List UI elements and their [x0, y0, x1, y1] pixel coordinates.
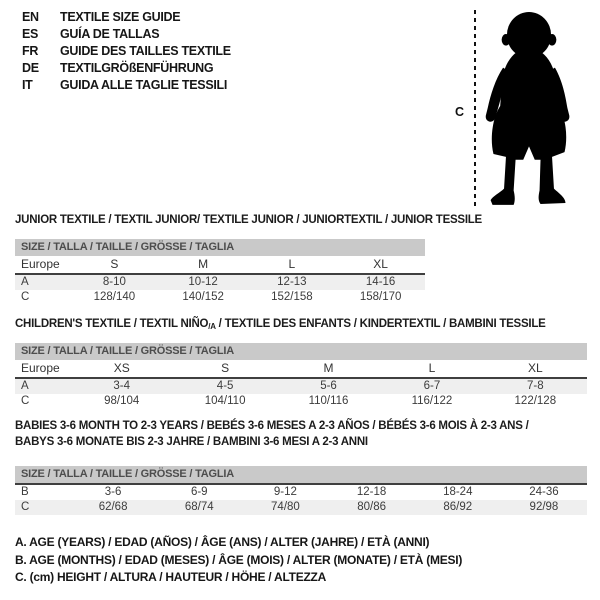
table-cell: 74/80	[271, 501, 300, 513]
title-subscript: /A	[208, 322, 216, 331]
measurement-legend	[15, 534, 462, 587]
column-header-region: Europe	[21, 361, 60, 375]
size-header-bar: SIZE / TALLA / TAILLE / GRÖSSE / TAGLIA	[15, 343, 587, 360]
lang-label: TEXTILE SIZE GUIDE	[60, 10, 181, 24]
lang-label: GUIDA ALLE TAGLIE TESSILI	[60, 78, 228, 92]
table-cell: 62/68	[98, 501, 128, 513]
table-cell: 3-4	[113, 380, 131, 392]
table-cell: 158/170	[359, 291, 402, 303]
table-cell: 6-7	[423, 380, 441, 392]
column-header-size: XL	[373, 257, 388, 271]
table-cell: 6-9	[190, 486, 208, 498]
height-measure-label: C	[455, 105, 465, 119]
row-label: C	[21, 291, 30, 303]
row-label: C	[21, 395, 30, 407]
column-header-region: Europe	[21, 257, 60, 271]
column-header-size: S	[221, 361, 230, 375]
table-cell: 10-12	[188, 276, 218, 288]
babies-title-line2: BABYS 3-6 MONATE BIS 2-3 JAHRE / BAMBINI 3-6 MESI A 2-3 ANNI	[15, 436, 368, 448]
table-cell: 80/86	[357, 501, 386, 513]
row-label: A	[21, 380, 29, 392]
table-cell: 4-5	[216, 380, 234, 392]
children-section-title	[15, 316, 546, 335]
column-header-size: M	[323, 361, 334, 375]
lang-code: IT	[22, 78, 33, 92]
table-cell: 110/116	[308, 395, 349, 407]
column-header-row	[15, 256, 425, 273]
table-cell: 92/98	[529, 501, 559, 513]
table-row-age-years	[15, 275, 425, 290]
table-cell: 14-16	[365, 276, 396, 288]
table-cell: 3-6	[104, 486, 122, 498]
lang-label: TEXTILGRÖßENFÜHRUNG	[60, 61, 214, 75]
lang-code: ES	[22, 27, 39, 41]
height-measure-dotted-line	[474, 10, 476, 208]
row-label: C	[21, 501, 30, 513]
lang-code: FR	[22, 44, 39, 58]
lang-label: GUIDE DES TAILLES TEXTILE	[60, 44, 231, 58]
column-header-size: L	[288, 257, 296, 271]
table-cell: 116/122	[411, 395, 453, 407]
lang-row-de	[22, 60, 231, 77]
table-cell: 7-8	[527, 380, 544, 392]
table-cell: 122/128	[514, 395, 557, 407]
table-cell: 5-6	[320, 380, 337, 392]
language-list	[22, 9, 231, 94]
column-header-size: XS	[113, 361, 130, 375]
table-row-height-cm	[15, 290, 425, 305]
junior-section-title: JUNIOR TEXTILE / TEXTIL JUNIOR/ TEXTILE JUNIOR / JUNIORTEXTIL / JUNIOR TESSILE	[15, 214, 482, 226]
column-header-size: XL	[527, 361, 543, 375]
table-cell: 9-12	[273, 486, 297, 498]
table-row-height-cm	[15, 394, 587, 409]
table-row-age-months	[15, 485, 587, 500]
table-cell: 8-10	[102, 276, 126, 288]
legend-line-b: B. AGE (MONTHS) / EDAD (MESES) / ÂGE (MOIS) / ALTER (MONATE) / ETÀ (MESI)	[15, 552, 463, 567]
table-cell: 104/110	[204, 395, 246, 407]
babies-title-line1: BABIES 3-6 MONTH TO 2-3 YEARS / BEBÉS 3-6 MESES A 2-3 AÑOS / BÉBÉS 3-6 MOIS À 2-3 ANS /	[15, 420, 529, 432]
table-cell: 24-36	[529, 486, 559, 498]
legend-line-c: C. (cm) HEIGHT / ALTURA / HAUTEUR / HÖHE / ALTEZZA	[15, 570, 327, 584]
baby-silhouette-icon	[481, 6, 577, 208]
lang-label: GUÍA DE TALLAS	[60, 27, 160, 41]
row-label: A	[21, 276, 29, 288]
lang-row-es	[22, 26, 231, 43]
size-header-bar: SIZE / TALLA / TAILLE / GRÖSSE / TAGLIA	[15, 466, 587, 483]
table-cell: 140/152	[182, 291, 224, 303]
babies-size-table	[15, 466, 587, 515]
lang-code: DE	[22, 61, 39, 75]
row-label: B	[21, 486, 29, 498]
lang-row-fr	[22, 43, 231, 60]
junior-size-table	[15, 239, 425, 305]
table-cell: 86/92	[443, 501, 473, 513]
title-part: / TEXTILE DES ENFANTS / KINDERTEXTIL / BAMBINI TESSILE	[215, 318, 546, 330]
table-cell: 152/158	[271, 291, 313, 303]
lang-row-it	[22, 77, 231, 94]
column-header-row	[15, 360, 587, 377]
column-header-size: S	[110, 257, 119, 271]
table-cell: 68/74	[184, 501, 214, 513]
children-size-table	[15, 343, 587, 409]
table-cell: 98/104	[104, 395, 140, 407]
table-cell: 128/140	[93, 291, 136, 303]
column-header-size: L	[428, 361, 436, 375]
title-part: CHILDREN'S TEXTILE / TEXTIL NIÑO	[15, 318, 209, 330]
babies-section-title	[15, 418, 529, 450]
size-header-bar: SIZE / TALLA / TAILLE / GRÖSSE / TAGLIA	[15, 239, 425, 256]
table-row-height-cm	[15, 500, 587, 515]
lang-row-en	[22, 9, 231, 26]
column-header-size: M	[198, 257, 209, 271]
lang-code: EN	[22, 10, 39, 24]
table-cell: 12-13	[277, 276, 307, 288]
legend-line-a: A. AGE (YEARS) / EDAD (AÑOS) / ÂGE (ANS) / ALTER (JAHRE) / ETÀ (ANNI)	[15, 535, 430, 549]
table-cell: 18-24	[443, 486, 473, 498]
table-row-age-years	[15, 379, 587, 394]
table-cell: 12-18	[356, 486, 387, 498]
